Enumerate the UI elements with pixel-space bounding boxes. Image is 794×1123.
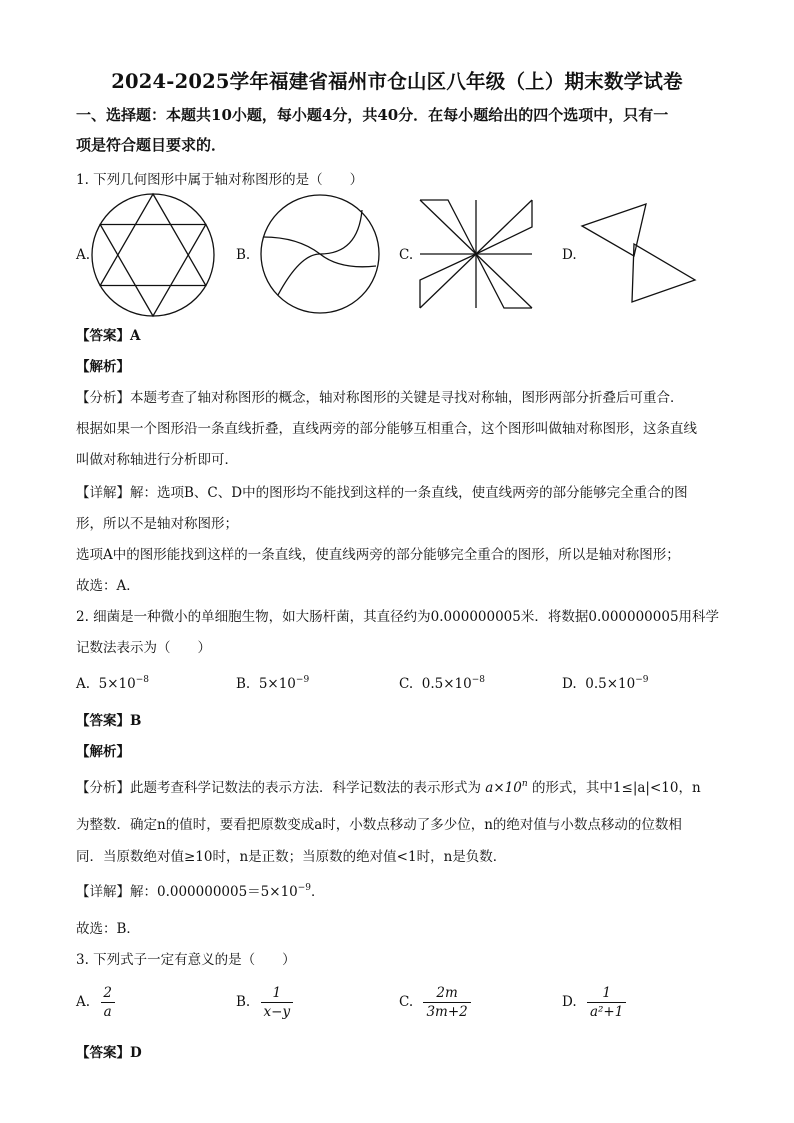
q3-option-b: B. $\frac{1}{x-y}$ xyxy=(236,985,293,1020)
q1-option-d-label: D. xyxy=(562,247,577,263)
q3-option-d: D. $\frac{1}{\text{a²+1}}$ xyxy=(562,985,626,1020)
q1-detail-line2: 形，所以不是轴对称图形； xyxy=(76,516,238,532)
q2-detail: 【详解】解：$0.000000005=5\times 10^{-9}$． xyxy=(76,883,325,900)
q2-analysis-line3: 同．当原数绝对值≥10时，n是正数；当原数的绝对值<1时，n是负数． xyxy=(76,849,507,865)
figure-pinwheel xyxy=(420,200,532,308)
q2-answer: 【答案】B xyxy=(76,713,142,729)
q3-option-a: A. $\frac{2}{a}$ xyxy=(76,985,115,1020)
q3-option-c: C. $\frac{2m}{3m+2}$ xyxy=(399,985,471,1020)
q1-analysis-line2: 根据如果一个图形沿一条直线折叠，直线两旁的部分能够互相重合，这个图形叫做轴对称图形，这条直线 xyxy=(76,421,697,437)
q1-detail-line3: 选项A中的图形能找到这样的一条直线，使直线两旁的部分能够完全重合的图形，所以是轴对称图形； xyxy=(76,547,680,563)
q2-analysis-tag: 【解析】 xyxy=(76,744,130,760)
q2-analysis-line1: 【分析】此题考查科学记数法的表示方法．科学记数法的表示形式为 $a\times 10^n$ 的形式，其中1≤|a|<10，n xyxy=(76,779,701,796)
figure-circle-with-arcs xyxy=(258,192,382,316)
q1-analysis-tag: 【解析】 xyxy=(76,359,130,375)
q1-conclusion: 故选：A． xyxy=(76,578,140,594)
fraction: $\frac{2m}{3m+2}$ xyxy=(423,985,470,1020)
q1-option-b-label: B. xyxy=(236,247,251,263)
section-header-line1: 一、选择题：本题共10小题，每小题4分，共40分．在每小题给出的四个选项中，只有一 xyxy=(76,106,669,124)
q1-option-c-label: C. xyxy=(399,247,414,263)
q1-analysis-line1: 【分析】本题考查了轴对称图形的概念，轴对称图形的关键是寻找对称轴，图形两部分折叠后可重合． xyxy=(76,390,684,406)
q2-stem-line2: 记数法表示为（ ） xyxy=(76,640,211,656)
q2-option-c: C. $0.5\times 10^{-8}$ xyxy=(399,675,485,692)
fraction: $\frac{1}{\text{a²+1}}$ xyxy=(587,985,626,1020)
q1-option-a-label: A. xyxy=(76,247,91,263)
q2-conclusion: 故选：B． xyxy=(76,921,140,937)
q2-option-b: B. $5\times 10^{-9}$ xyxy=(236,675,310,692)
page-title: 2024-2025学年福建省福州市仓山区八年级（上）期末数学试卷 xyxy=(111,70,683,93)
q2-option-d: D. $0.5\times 10^{-9}$ xyxy=(562,675,649,692)
q2-stem-line1: 2. 细菌是一种微小的单细胞生物，如大肠杆菌，其直径约为0.000000005米．将数据0.000000005用科学 xyxy=(76,609,720,625)
fraction: $\frac{2}{a}$ xyxy=(100,985,115,1020)
q2-option-a: A. $5\times 10^{-8}$ xyxy=(76,675,150,692)
fraction: $\frac{1}{x-y}$ xyxy=(261,985,294,1020)
q1-answer: 【答案】A xyxy=(76,328,141,344)
figure-hexagram-in-circle xyxy=(88,190,218,320)
q1-analysis-line3: 叫做对称轴进行分析即可． xyxy=(76,452,238,468)
figure-two-triangles xyxy=(582,204,698,304)
q3-answer: 【答案】D xyxy=(76,1045,142,1061)
q3-stem: 3. 下列式子一定有意义的是（ ） xyxy=(76,952,296,968)
q1-stem: 1. 下列几何图形中属于轴对称图形的是（ ） xyxy=(76,172,364,188)
q1-detail-line1: 【详解】解：选项B、C、D中的图形均不能找到这样的一条直线，使直线两旁的部分能够完全重合的图 xyxy=(76,485,688,501)
q2-analysis-line2: 为整数．确定n的值时，要看把原数变成a时，小数点移动了多少位，n的绝对值与小数点移动的位数相 xyxy=(76,817,682,833)
section-header-line2: 项是符合题目要求的． xyxy=(76,136,227,154)
